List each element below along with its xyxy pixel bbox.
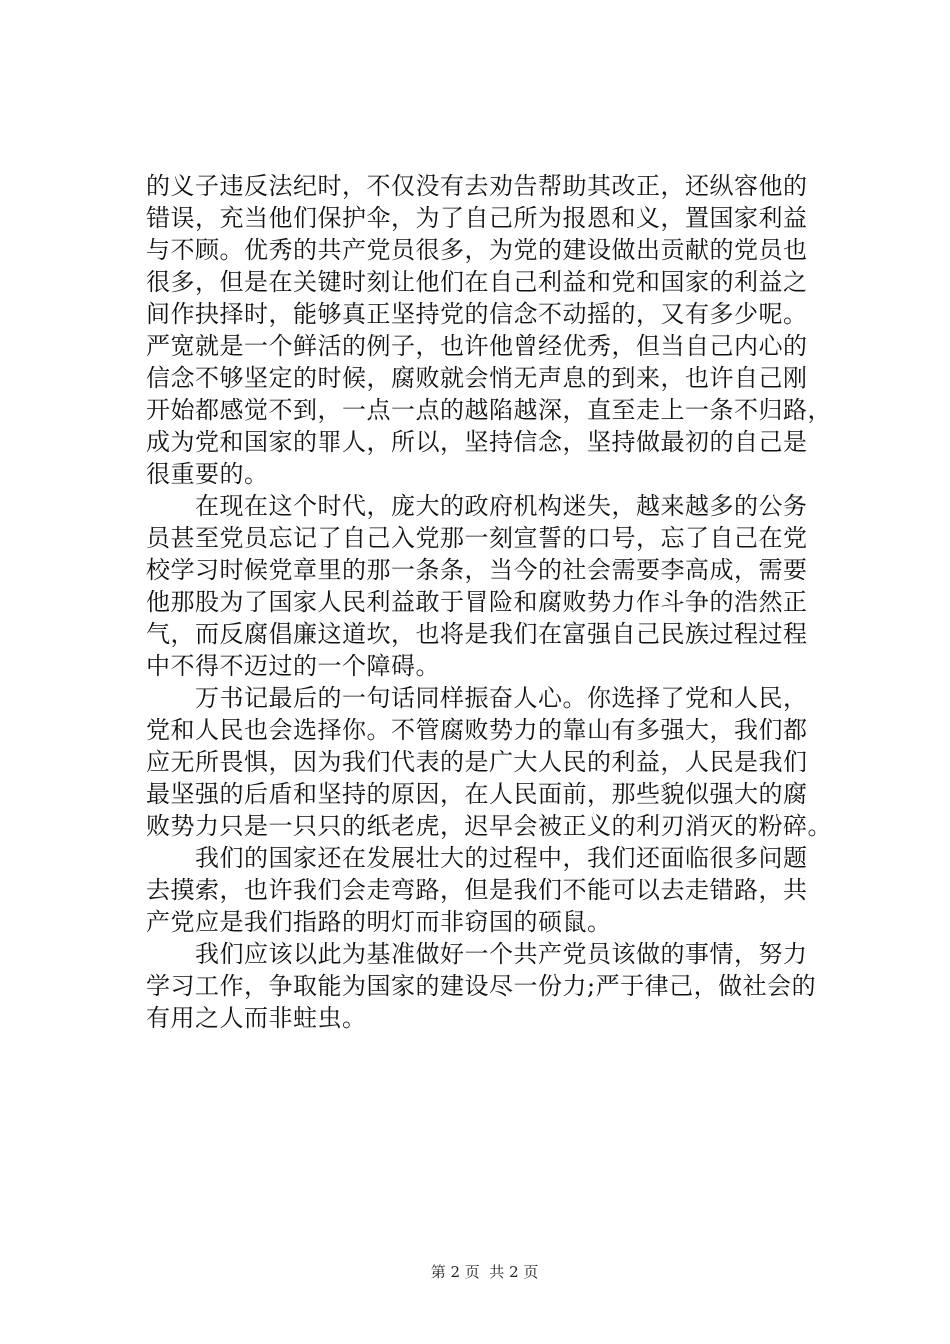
text-line: 败势力只是一只只的纸老虎，迟早会被正义的利刃消灭的粉碎。	[146, 812, 832, 840]
text-line: 有用之人而非蛀虫。	[146, 1004, 367, 1032]
text-line: 中不得不迈过的一个障碍。	[146, 652, 440, 680]
text-line: 间作抉择时，能够真正坚持党的信念不动摇的，又有多少呢。	[146, 300, 808, 328]
text-line: 员甚至党员忘记了自己入党那一刻宣誓的口号，忘了自己在党	[146, 524, 808, 552]
text-line: 在现在这个时代，庞大的政府机构迷失，越来越多的公务	[146, 492, 808, 520]
text-line: 很多，但是在关键时刻让他们在自己利益和党和国家的利益之	[146, 268, 808, 296]
text-line: 严宽就是一个鲜活的例子，也许他曾经优秀，但当自己内心的	[146, 332, 808, 360]
page-number-label: 第 2 页 共 2 页	[430, 1263, 539, 1281]
text-line: 与不顾。优秀的共产党员很多，为党的建设做出贡献的党员也	[146, 236, 808, 264]
text-line: 学习工作，争取能为国家的建设尽一份力;严于律己，做社会的	[146, 972, 817, 1000]
text-line: 应无所畏惧，因为我们代表的是广大人民的利益，人民是我们	[146, 748, 808, 776]
text-line: 开始都感觉不到，一点一点的越陷越深，直至走上一条不归路，	[146, 396, 832, 424]
body-text-lower	[146, 842, 846, 1034]
text-line: 信念不够坚定的时候，腐败就会悄无声息的到来，也许自己刚	[146, 364, 808, 392]
text-line: 气，而反腐倡廉这道坎，也将是我们在富强自己民族过程过程	[146, 620, 808, 648]
page-footer	[0, 1242, 950, 1302]
text-line: 万书记最后的一句话同样振奋人心。你选择了党和人民，	[146, 684, 808, 712]
text-line: 错误，充当他们保护伞，为了自己所为报恩和义，置国家利益	[146, 204, 808, 232]
text-line: 产党应是我们指路的明灯而非窃国的硕鼠。	[146, 908, 612, 936]
text-line: 校学习时候党章里的那一条条，当今的社会需要李高成，需要	[146, 556, 808, 584]
text-line: 他那股为了国家人民利益敢于冒险和腐败势力作斗争的浩然正	[146, 588, 808, 616]
text-line: 的义子违反法纪时，不仅没有去劝告帮助其改正，还纵容他的	[146, 172, 808, 200]
text-line: 去摸索，也许我们会走弯路，但是我们不能可以去走错路，共	[146, 876, 808, 904]
text-line: 我们的国家还在发展壮大的过程中，我们还面临很多问题	[146, 844, 808, 872]
text-line: 很重要的。	[146, 460, 269, 488]
text-line: 我们应该以此为基准做好一个共产党员该做的事情，努力	[146, 940, 808, 968]
text-line: 最坚强的后盾和坚持的原因，在人民面前，那些貌似强大的腐	[146, 780, 808, 808]
text-line: 党和人民也会选择你。不管腐败势力的靠山有多强大，我们都	[146, 716, 808, 744]
body-text-upper	[146, 170, 846, 842]
text-line: 成为党和国家的罪人，所以，坚持信念，坚持做最初的自己是	[146, 428, 808, 456]
